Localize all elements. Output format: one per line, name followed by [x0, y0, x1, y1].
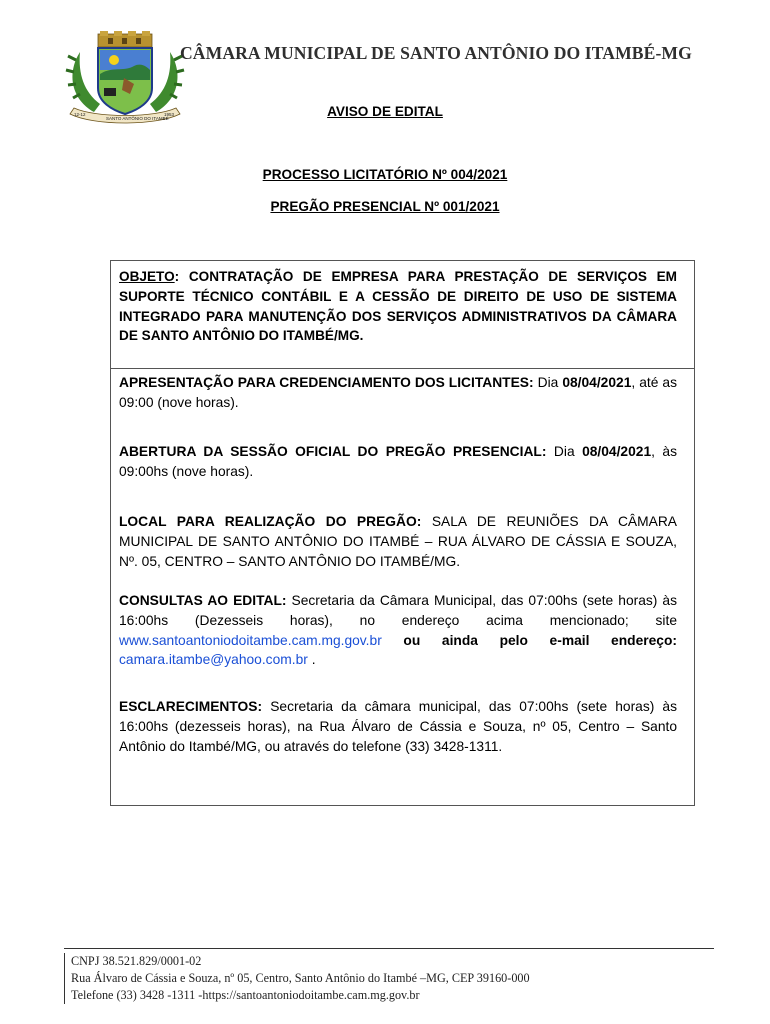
notice-title-line — [0, 104, 770, 119]
consultas-email-link[interactable]: camara.itambe@yahoo.com.br — [119, 652, 308, 668]
apresentacao-paragraph — [119, 373, 677, 413]
local-paragraph — [119, 512, 677, 571]
notice-details-box — [110, 260, 695, 806]
process-number-line — [0, 167, 770, 182]
local-text: SALA DE REUNIÕES DA CÂMARA MUNICIPAL DE SANTO ANTÔNIO DO ITAMBÉ – RUA ÁLVARO DE CÁSSIA E SOUZA, Nº. 05, CENTRO – SANTO ANTÔNIO DO ITAMBÉ/MG. — [119, 514, 677, 569]
abertura-date: 08/04/2021 — [582, 444, 652, 459]
consultas-email-prefix: ou ainda pelo e-mail endereço: — [381, 632, 677, 648]
objeto-text: CONTRATAÇÃO DE EMPRESA PARA PRESTAÇÃO DE SERVIÇOS EM SUPORTE TÉCNICO CONTÁBIL E A CESSÃO DE DIREITO DE USO DE SISTEMA INTEGRADO PARA MANUTENÇÃO DOS SERVIÇOS ADMINISTRATIVOS DA CÂMARA DE SANTO ANTÔNIO DO ITAMBÉ/MG. — [119, 269, 677, 344]
apresentacao-date: 08/04/2021 — [562, 375, 632, 390]
abertura-pre: Dia — [546, 444, 583, 459]
abertura-label: ABERTURA DA SESSÃO OFICIAL DO PREGÃO PRESENCIAL: — [119, 444, 547, 459]
footer-address: Rua Álvaro de Cássia e Souza, nº 05, Centro, Santo Antônio do Itambé –MG, CEP 39160-000 — [71, 971, 530, 985]
box-divider — [111, 368, 694, 369]
objeto-label: OBJETO — [119, 269, 175, 284]
consultas-site-link[interactable]: www.santoantoniodoitambe.cam.mg.gov.br — [119, 632, 382, 648]
footer-rule — [64, 948, 714, 949]
seal-date-left: 12-12 — [74, 112, 86, 117]
footer-lines — [64, 953, 714, 1004]
apresentacao-label: APRESENTAÇÃO PARA CREDENCIAMENTO DOS LICITANTES: — [119, 375, 534, 390]
seal-date-right: 1953 — [164, 112, 175, 117]
consultas-label: CONSULTAS AO EDITAL: — [119, 593, 287, 608]
objeto-colon: : — [174, 269, 180, 284]
auction-number-line — [0, 199, 770, 214]
apresentacao-pre: Dia — [533, 375, 563, 390]
esclarecimentos-paragraph — [119, 697, 677, 756]
consultas-paragraph — [119, 591, 677, 670]
document-footer — [64, 948, 714, 1004]
apresentacao-post: , até as 09:00 (nove horas). — [119, 375, 677, 410]
abertura-paragraph — [119, 442, 677, 482]
local-label: LOCAL PARA REALIZAÇÃO DO PREGÃO: — [119, 514, 422, 529]
consultas-text: Secretaria da Câmara Municipal, das 07:00hs (sete horas) às 16:00hs (Dezesseis horas), no endereço acima mencionado; site — [119, 593, 677, 628]
footer-cnpj: CNPJ 38.521.829/0001-02 — [71, 954, 202, 968]
seal-ribbon-text: SANTO ANTÔNIO DO ITAMBÉ — [106, 116, 169, 121]
esclarecimentos-label: ESCLARECIMENTOS: — [119, 699, 263, 714]
process-number: PROCESSO LICITATÓRIO Nº 004/2021 — [262, 167, 508, 182]
abertura-post: , às 09:00hs (nove horas). — [119, 444, 677, 479]
footer-phone: Telefone (33) 3428 -1311 -https://santoantoniodoitambe.cam.mg.gov.br — [71, 988, 420, 1002]
notice-title: AVISO DE EDITAL — [327, 104, 443, 119]
auction-number: PREGÃO PRESENCIAL Nº 001/2021 — [270, 199, 500, 214]
esclarecimentos-text: Secretaria da câmara municipal, das 07:00hs (sete horas) às 16:00hs (dezesseis horas), na Rua Álvaro de Cássia e Souza, nº 05, Centro – Santo Antônio do Itambé/MG, ou através do telefone (33) 3428-1311. — [119, 699, 677, 754]
consultas-end: . — [307, 652, 316, 668]
chamber-title: CÂMARA MUNICIPAL DE SANTO ANTÔNIO DO ITAMBÉ-MG — [180, 43, 692, 63]
objeto-paragraph — [119, 267, 677, 346]
